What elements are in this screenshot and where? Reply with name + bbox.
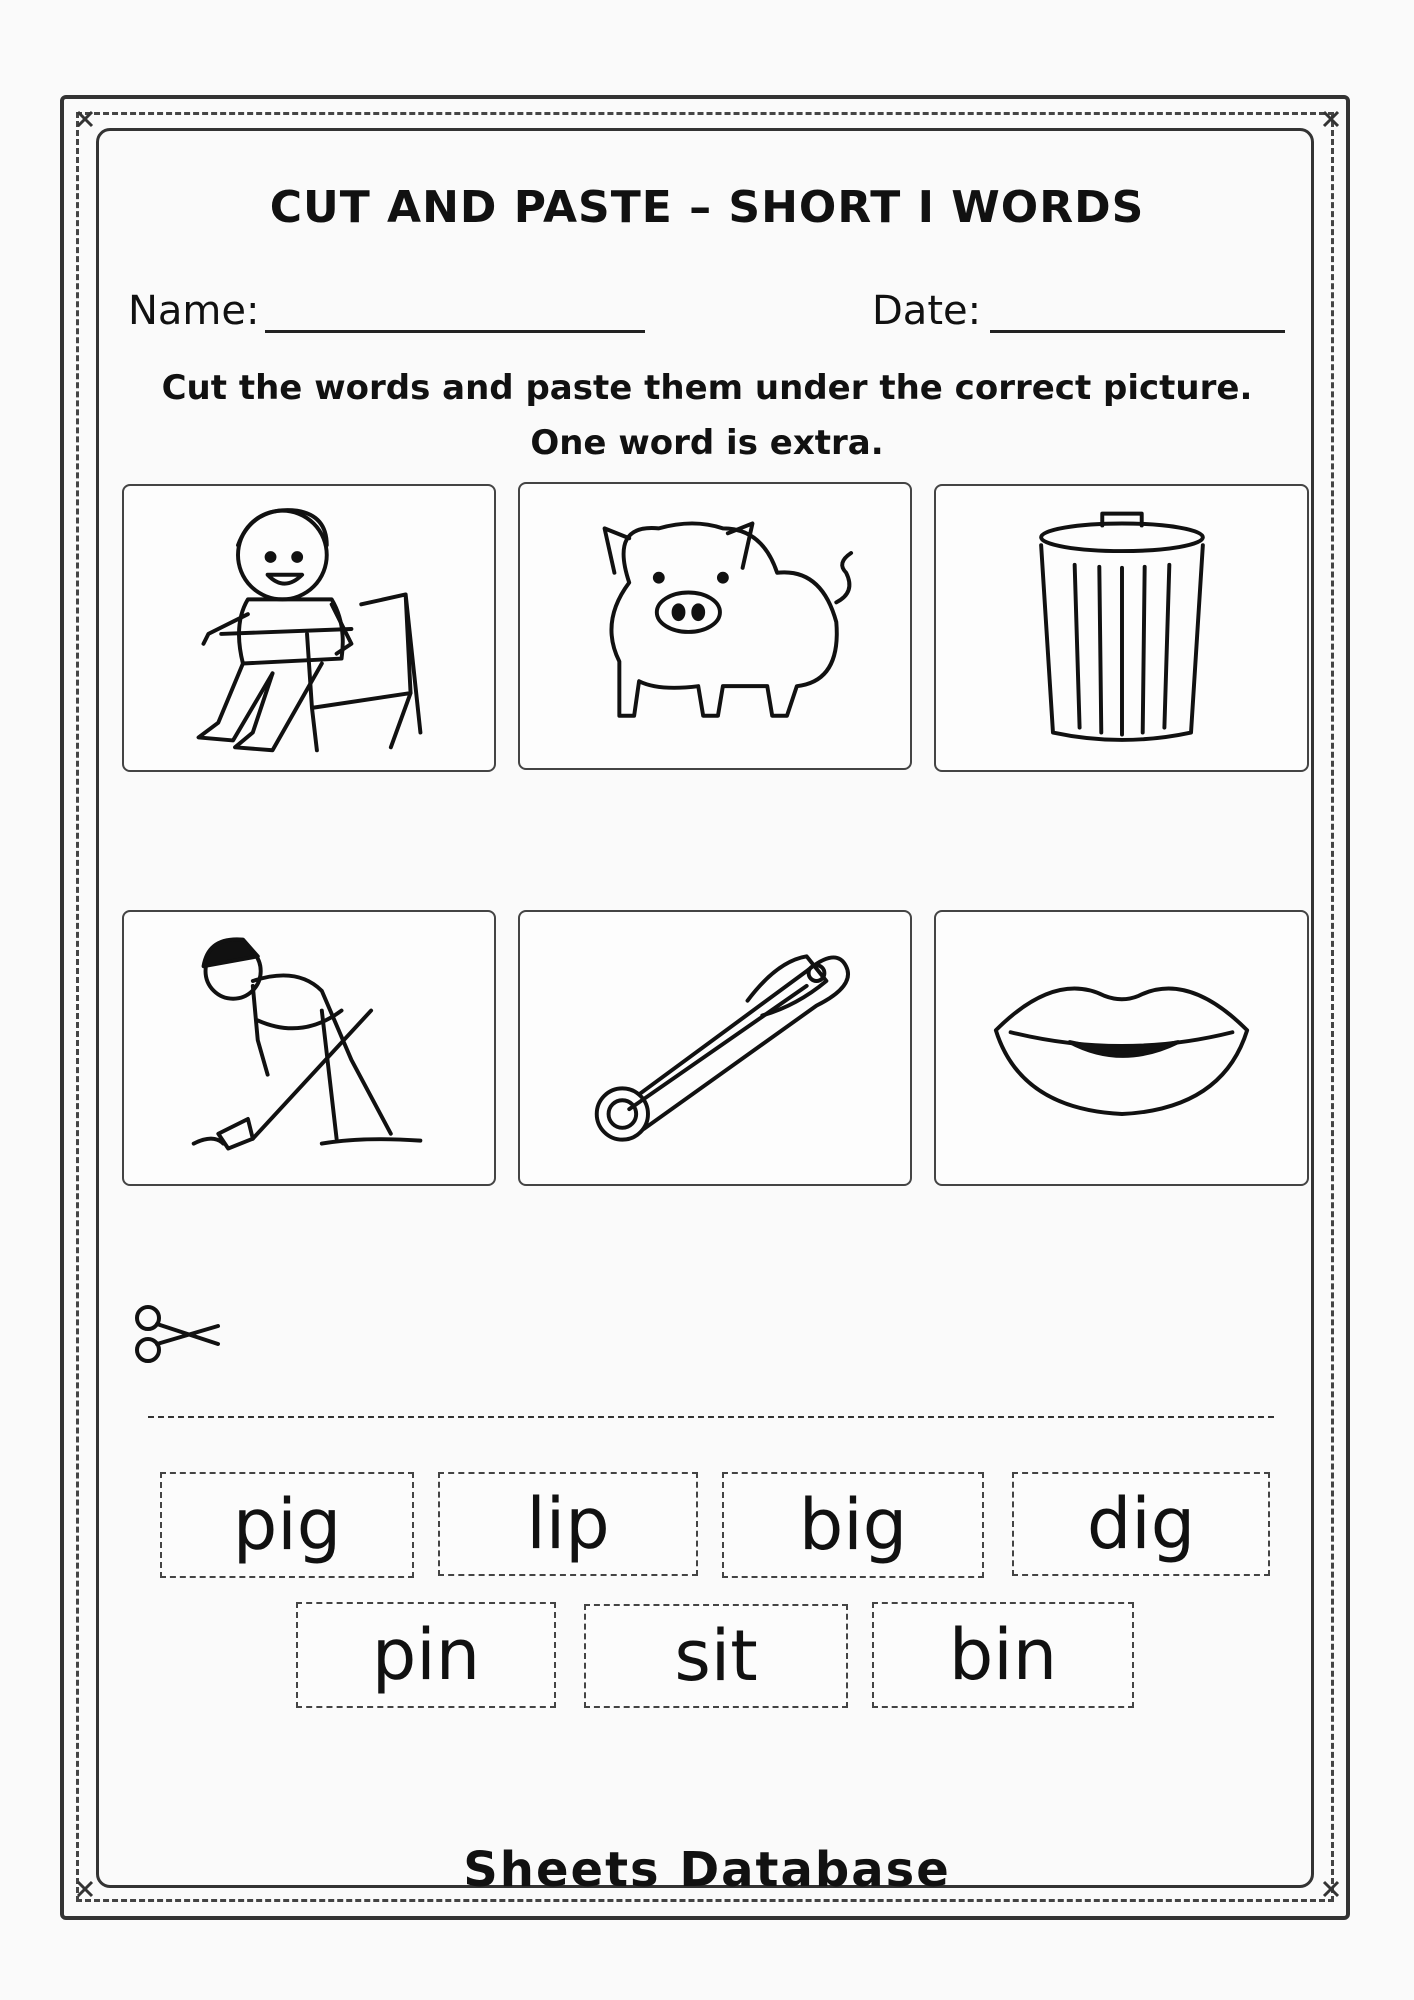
date-field[interactable] [990, 330, 1285, 333]
picture-card-boy-sitting [122, 484, 496, 772]
word-card[interactable]: sit [584, 1604, 848, 1708]
picture-card-pig [518, 482, 912, 770]
instruction-line-1: Cut the words and paste them under the correct picture. [161, 368, 1253, 408]
word-card[interactable]: dig [1012, 1472, 1270, 1576]
date-label: Date: [872, 288, 982, 334]
name-field[interactable] [265, 330, 645, 333]
boy-sitting-on-chair-icon [124, 486, 494, 770]
lips-icon [936, 912, 1307, 1184]
picture-card-trash-bin [934, 484, 1309, 772]
safety-pin-icon [520, 912, 910, 1184]
picture-card-man-digging [122, 910, 496, 1186]
footer-brand: Sheets Database [463, 1842, 951, 1898]
word-card[interactable]: big [722, 1472, 984, 1578]
corner-ornament-icon [74, 108, 104, 138]
scissors-icon [126, 1300, 226, 1370]
cut-line [148, 1416, 1274, 1418]
picture-card-lips [934, 910, 1309, 1186]
instruction-line-2: One word is extra. [530, 423, 884, 463]
corner-ornament-icon [1312, 108, 1342, 138]
pig-icon [520, 484, 910, 768]
word-card[interactable]: bin [872, 1602, 1134, 1708]
trash-bin-icon [936, 486, 1307, 770]
picture-card-safety-pin [518, 910, 912, 1186]
word-card[interactable]: lip [438, 1472, 698, 1576]
name-label: Name: [128, 288, 260, 334]
word-card[interactable]: pig [160, 1472, 414, 1578]
word-card[interactable]: pin [296, 1602, 556, 1708]
worksheet-title: CUT AND PASTE – SHORT I WORDS [269, 182, 1145, 233]
man-digging-icon [124, 912, 494, 1184]
